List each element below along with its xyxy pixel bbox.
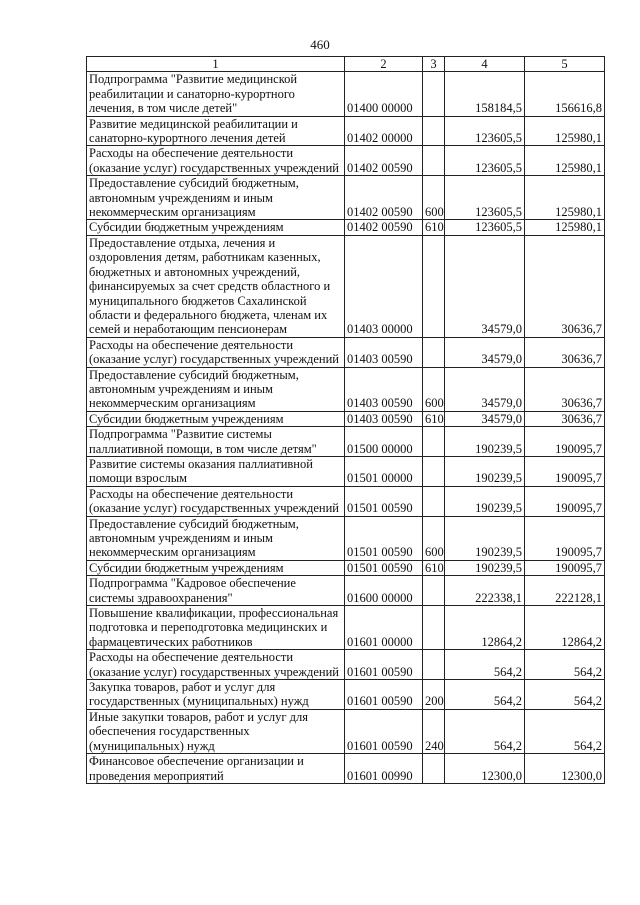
row-name-cell: Развитие системы оказания паллиативной помощи взрослым — [87, 456, 345, 486]
table-row — [87, 337, 605, 367]
row-value-5-cell: 564,2 — [525, 680, 605, 710]
row-expense-type-cell — [423, 486, 445, 516]
row-expense-type-cell: 600 — [423, 516, 445, 560]
row-value-5-cell: 190095,7 — [525, 486, 605, 516]
row-name-cell: Субсидии бюджетным учреждениям — [87, 220, 345, 235]
row-code-cell: 01500 00000 — [345, 427, 423, 457]
table-header-row — [87, 57, 605, 72]
row-value-4-cell: 123605,5 — [445, 220, 525, 235]
header-col-5: 5 — [525, 57, 605, 72]
row-expense-type-cell: 610 — [423, 411, 445, 426]
row-expense-type-cell: 240 — [423, 709, 445, 753]
row-code-cell: 01601 00590 — [345, 650, 423, 680]
row-name-cell: Финансовое обеспечение организации и проведения мероприятий — [87, 754, 345, 784]
table-row — [87, 650, 605, 680]
row-name-cell: Расходы на обеспечение деятельности (оказание услуг) государственных учреждений — [87, 146, 345, 176]
row-expense-type-cell — [423, 650, 445, 680]
page-number: 460 — [310, 37, 330, 52]
row-name-cell: Предоставление субсидий бюджетным, автономным учреждениям и иным некоммерческим организациям — [87, 367, 345, 411]
table-row — [87, 220, 605, 235]
row-code-cell: 01402 00000 — [345, 116, 423, 146]
row-value-5-cell: 190095,7 — [525, 560, 605, 575]
table-row — [87, 367, 605, 411]
row-code-cell: 01601 00590 — [345, 680, 423, 710]
row-code-cell: 01402 00590 — [345, 146, 423, 176]
row-expense-type-cell — [423, 427, 445, 457]
row-value-5-cell: 12864,2 — [525, 606, 605, 650]
row-value-4-cell: 222338,1 — [445, 576, 525, 606]
row-expense-type-cell: 200 — [423, 680, 445, 710]
row-value-5-cell: 125980,1 — [525, 116, 605, 146]
row-value-4-cell: 12300,0 — [445, 754, 525, 784]
row-value-4-cell: 12864,2 — [445, 606, 525, 650]
row-name-cell: Расходы на обеспечение деятельности (оказание услуг) государственных учреждений — [87, 486, 345, 516]
row-value-5-cell: 30636,7 — [525, 235, 605, 337]
row-value-5-cell: 30636,7 — [525, 411, 605, 426]
table-body — [87, 72, 605, 784]
table-row — [87, 427, 605, 457]
row-value-4-cell: 123605,5 — [445, 176, 525, 220]
row-code-cell: 01501 00590 — [345, 560, 423, 575]
row-expense-type-cell — [423, 116, 445, 146]
row-code-cell: 01403 00000 — [345, 235, 423, 337]
row-value-4-cell: 190239,5 — [445, 427, 525, 457]
row-name-cell: Иные закупки товаров, работ и услуг для обеспечения государственных (муниципальных) нужд — [87, 709, 345, 753]
table-row — [87, 709, 605, 753]
row-name-cell: Подпрограмма "Кадровое обеспечение системы здравоохранения" — [87, 576, 345, 606]
row-expense-type-cell — [423, 576, 445, 606]
row-code-cell: 01501 00590 — [345, 516, 423, 560]
table-row — [87, 486, 605, 516]
table-row — [87, 411, 605, 426]
row-name-cell: Субсидии бюджетным учреждениям — [87, 560, 345, 575]
table-row — [87, 235, 605, 337]
row-name-cell: Закупка товаров, работ и услуг для государственных (муниципальных) нужд — [87, 680, 345, 710]
row-expense-type-cell — [423, 72, 445, 116]
row-value-5-cell: 30636,7 — [525, 367, 605, 411]
row-code-cell: 01501 00000 — [345, 456, 423, 486]
row-value-5-cell: 125980,1 — [525, 176, 605, 220]
row-value-4-cell: 123605,5 — [445, 146, 525, 176]
row-value-5-cell: 222128,1 — [525, 576, 605, 606]
row-value-4-cell: 158184,5 — [445, 72, 525, 116]
row-code-cell: 01402 00590 — [345, 176, 423, 220]
row-name-cell: Расходы на обеспечение деятельности (оказание услуг) государственных учреждений — [87, 650, 345, 680]
row-name-cell: Субсидии бюджетным учреждениям — [87, 411, 345, 426]
row-name-cell: Развитие медицинской реабилитации и санаторно-курортного лечения детей — [87, 116, 345, 146]
row-value-5-cell: 190095,7 — [525, 427, 605, 457]
row-code-cell: 01400 00000 — [345, 72, 423, 116]
row-code-cell: 01600 00000 — [345, 576, 423, 606]
row-code-cell: 01601 00590 — [345, 709, 423, 753]
header-col-1: 1 — [87, 57, 345, 72]
row-expense-type-cell — [423, 754, 445, 784]
row-value-4-cell: 190239,5 — [445, 456, 525, 486]
row-name-cell: Предоставление субсидий бюджетным, автономным учреждениям и иным некоммерческим организациям — [87, 176, 345, 220]
row-value-4-cell: 564,2 — [445, 709, 525, 753]
row-expense-type-cell — [423, 337, 445, 367]
row-code-cell: 01403 00590 — [345, 367, 423, 411]
row-code-cell: 01601 00990 — [345, 754, 423, 784]
row-value-5-cell: 156616,8 — [525, 72, 605, 116]
table-row — [87, 516, 605, 560]
row-code-cell: 01601 00000 — [345, 606, 423, 650]
row-expense-type-cell — [423, 235, 445, 337]
row-expense-type-cell — [423, 606, 445, 650]
table-row — [87, 680, 605, 710]
table-row — [87, 606, 605, 650]
row-name-cell: Подпрограмма "Развитие системы паллиативной помощи, в том числе детям" — [87, 427, 345, 457]
header-col-3: 3 — [423, 57, 445, 72]
row-value-5-cell: 190095,7 — [525, 456, 605, 486]
row-value-5-cell: 190095,7 — [525, 516, 605, 560]
row-expense-type-cell: 610 — [423, 560, 445, 575]
row-value-4-cell: 190239,5 — [445, 560, 525, 575]
row-value-4-cell: 34579,0 — [445, 367, 525, 411]
row-value-4-cell: 190239,5 — [445, 516, 525, 560]
row-value-5-cell: 564,2 — [525, 650, 605, 680]
row-expense-type-cell: 610 — [423, 220, 445, 235]
table-row — [87, 146, 605, 176]
row-expense-type-cell: 600 — [423, 176, 445, 220]
row-value-4-cell: 564,2 — [445, 680, 525, 710]
row-value-4-cell: 564,2 — [445, 650, 525, 680]
row-value-4-cell: 34579,0 — [445, 411, 525, 426]
table-row — [87, 576, 605, 606]
row-value-4-cell: 34579,0 — [445, 337, 525, 367]
row-code-cell: 01403 00590 — [345, 411, 423, 426]
row-code-cell: 01501 00590 — [345, 486, 423, 516]
table-row — [87, 116, 605, 146]
row-value-5-cell: 125980,1 — [525, 146, 605, 176]
row-value-5-cell: 564,2 — [525, 709, 605, 753]
row-expense-type-cell — [423, 146, 445, 176]
header-col-4: 4 — [445, 57, 525, 72]
row-expense-type-cell — [423, 456, 445, 486]
row-value-4-cell: 34579,0 — [445, 235, 525, 337]
row-name-cell: Предоставление субсидий бюджетным, автономным учреждениям и иным некоммерческим организациям — [87, 516, 345, 560]
row-value-5-cell: 12300,0 — [525, 754, 605, 784]
budget-table — [86, 56, 605, 784]
row-name-cell: Предоставление отдыха, лечения и оздоровления детям, работникам казенных, бюджетных и автономных учреждений, финансируемых за счет средств областного и муниципального бюджетов Сахалинской области и федерального бюджета, членам их семей и неработающим пенсионерам — [87, 235, 345, 337]
row-name-cell: Расходы на обеспечение деятельности (оказание услуг) государственных учреждений — [87, 337, 345, 367]
table-row — [87, 176, 605, 220]
table-row — [87, 456, 605, 486]
row-code-cell: 01402 00590 — [345, 220, 423, 235]
row-value-5-cell: 125980,1 — [525, 220, 605, 235]
table-row — [87, 560, 605, 575]
row-value-5-cell: 30636,7 — [525, 337, 605, 367]
header-col-2: 2 — [345, 57, 423, 72]
table-row — [87, 72, 605, 116]
row-value-4-cell: 123605,5 — [445, 116, 525, 146]
row-value-4-cell: 190239,5 — [445, 486, 525, 516]
row-name-cell: Повышение квалификации, профессиональная подготовка и переподготовка медицинских и фармацевтических работников — [87, 606, 345, 650]
row-name-cell: Подпрограмма "Развитие медицинской реабилитации и санаторно-курортного лечения, в том числе детей" — [87, 72, 345, 116]
row-expense-type-cell: 600 — [423, 367, 445, 411]
row-code-cell: 01403 00590 — [345, 337, 423, 367]
table-row — [87, 754, 605, 784]
